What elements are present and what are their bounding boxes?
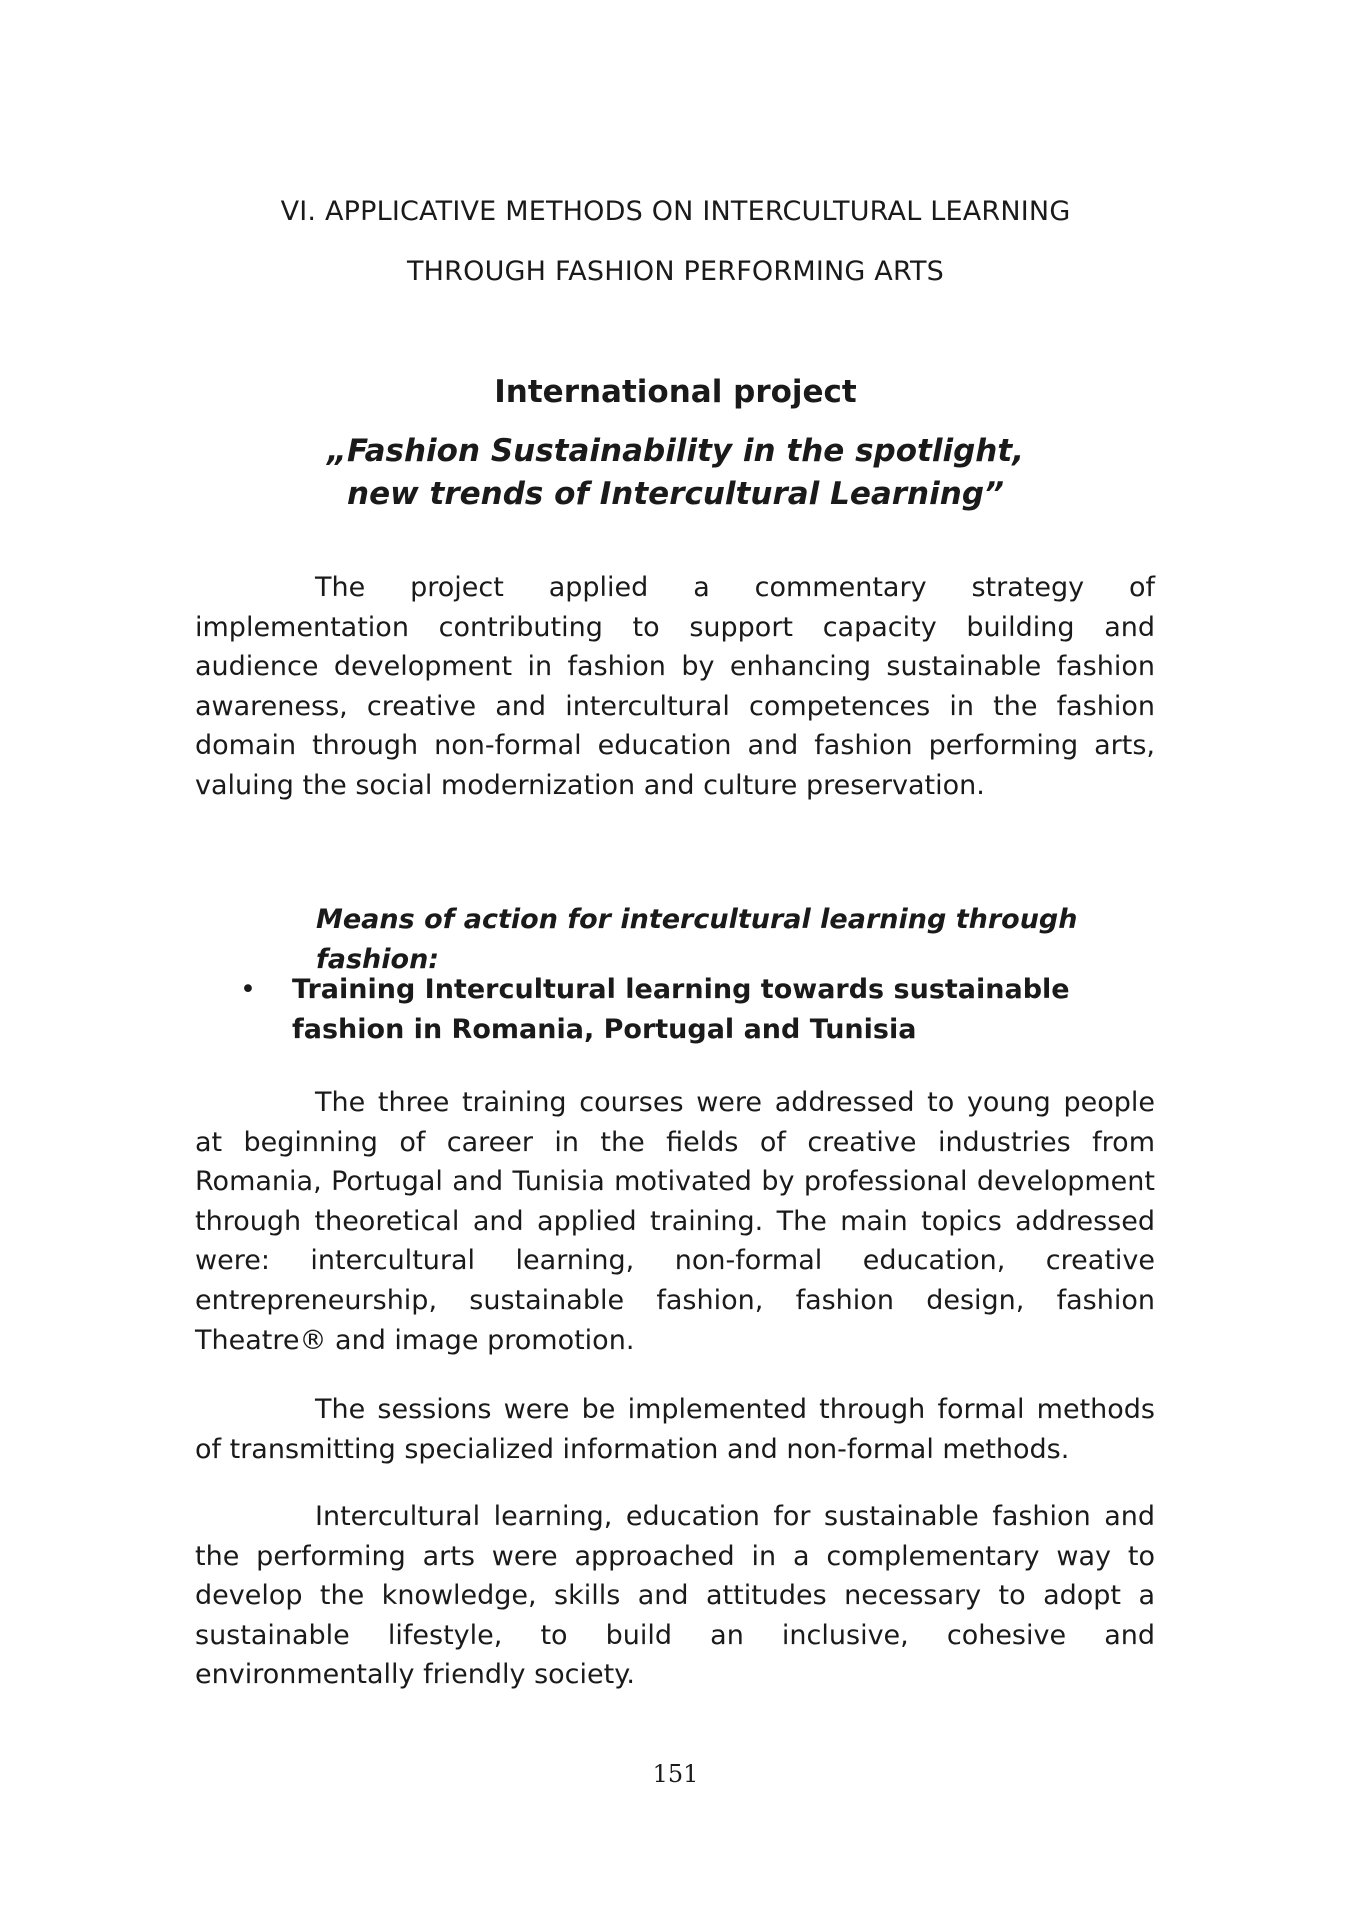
body-paragraph-training: The three training courses were addressed to young people at beginning of career in the fields of creative industries from Romania, Portugal and Tunisia motivated by professional development through theoretical and applied training. The main topics addressed were: intercultural learning, non-formal education, creative entrepreneurship, sustainable fashion, fashion design, fashion Theatre® and image promotion. — [195, 1087, 1155, 1356]
bullet-text: Training Intercultural learning towards sustainable fashion in Romania, Portugal and Tunisia — [292, 974, 1070, 1045]
project-heading: International project — [494, 374, 857, 410]
project-title-line-2: new trends of Intercultural Learning” — [347, 476, 1004, 512]
bullet-icon: • — [240, 974, 256, 1005]
project-title — [160, 430, 1191, 516]
chapter-title-line-1: VI. APPLICATIVE METHODS ON INTERCULTURAL LEARNING — [280, 196, 1071, 227]
intro-paragraph: The project applied a commentary strategy of implementation contributing to support capacity building and audience development in fashion by enhancing sustainable fashion awareness, creative and intercultural competences in the fashion domain through non-formal education and fashion performing arts, valuing the social modernization and culture preservation. — [195, 572, 1155, 801]
bullet-list-item — [240, 970, 1156, 1050]
page-number: 151 — [652, 1760, 699, 1788]
chapter-title — [160, 182, 1191, 302]
chapter-title-line-2: THROUGH FASHION PERFORMING ARTS — [406, 256, 945, 287]
body-paragraph-approach: Intercultural learning, education for sustainable fashion and the performing arts were approached in a complementary way to develop the knowledge, skills and attitudes necessary to adopt a sustainable lifestyle, to build an inclusive, cohesive and environmentally friendly society. — [195, 1501, 1155, 1691]
project-title-line-1: „Fashion Sustainability in the spotlight, — [327, 433, 1024, 469]
means-heading: Means of action for intercultural learning through fashion: — [316, 904, 1078, 975]
body-paragraph-sessions: The sessions were be implemented through formal methods of transmitting specialized information and non-formal methods. — [195, 1394, 1155, 1465]
